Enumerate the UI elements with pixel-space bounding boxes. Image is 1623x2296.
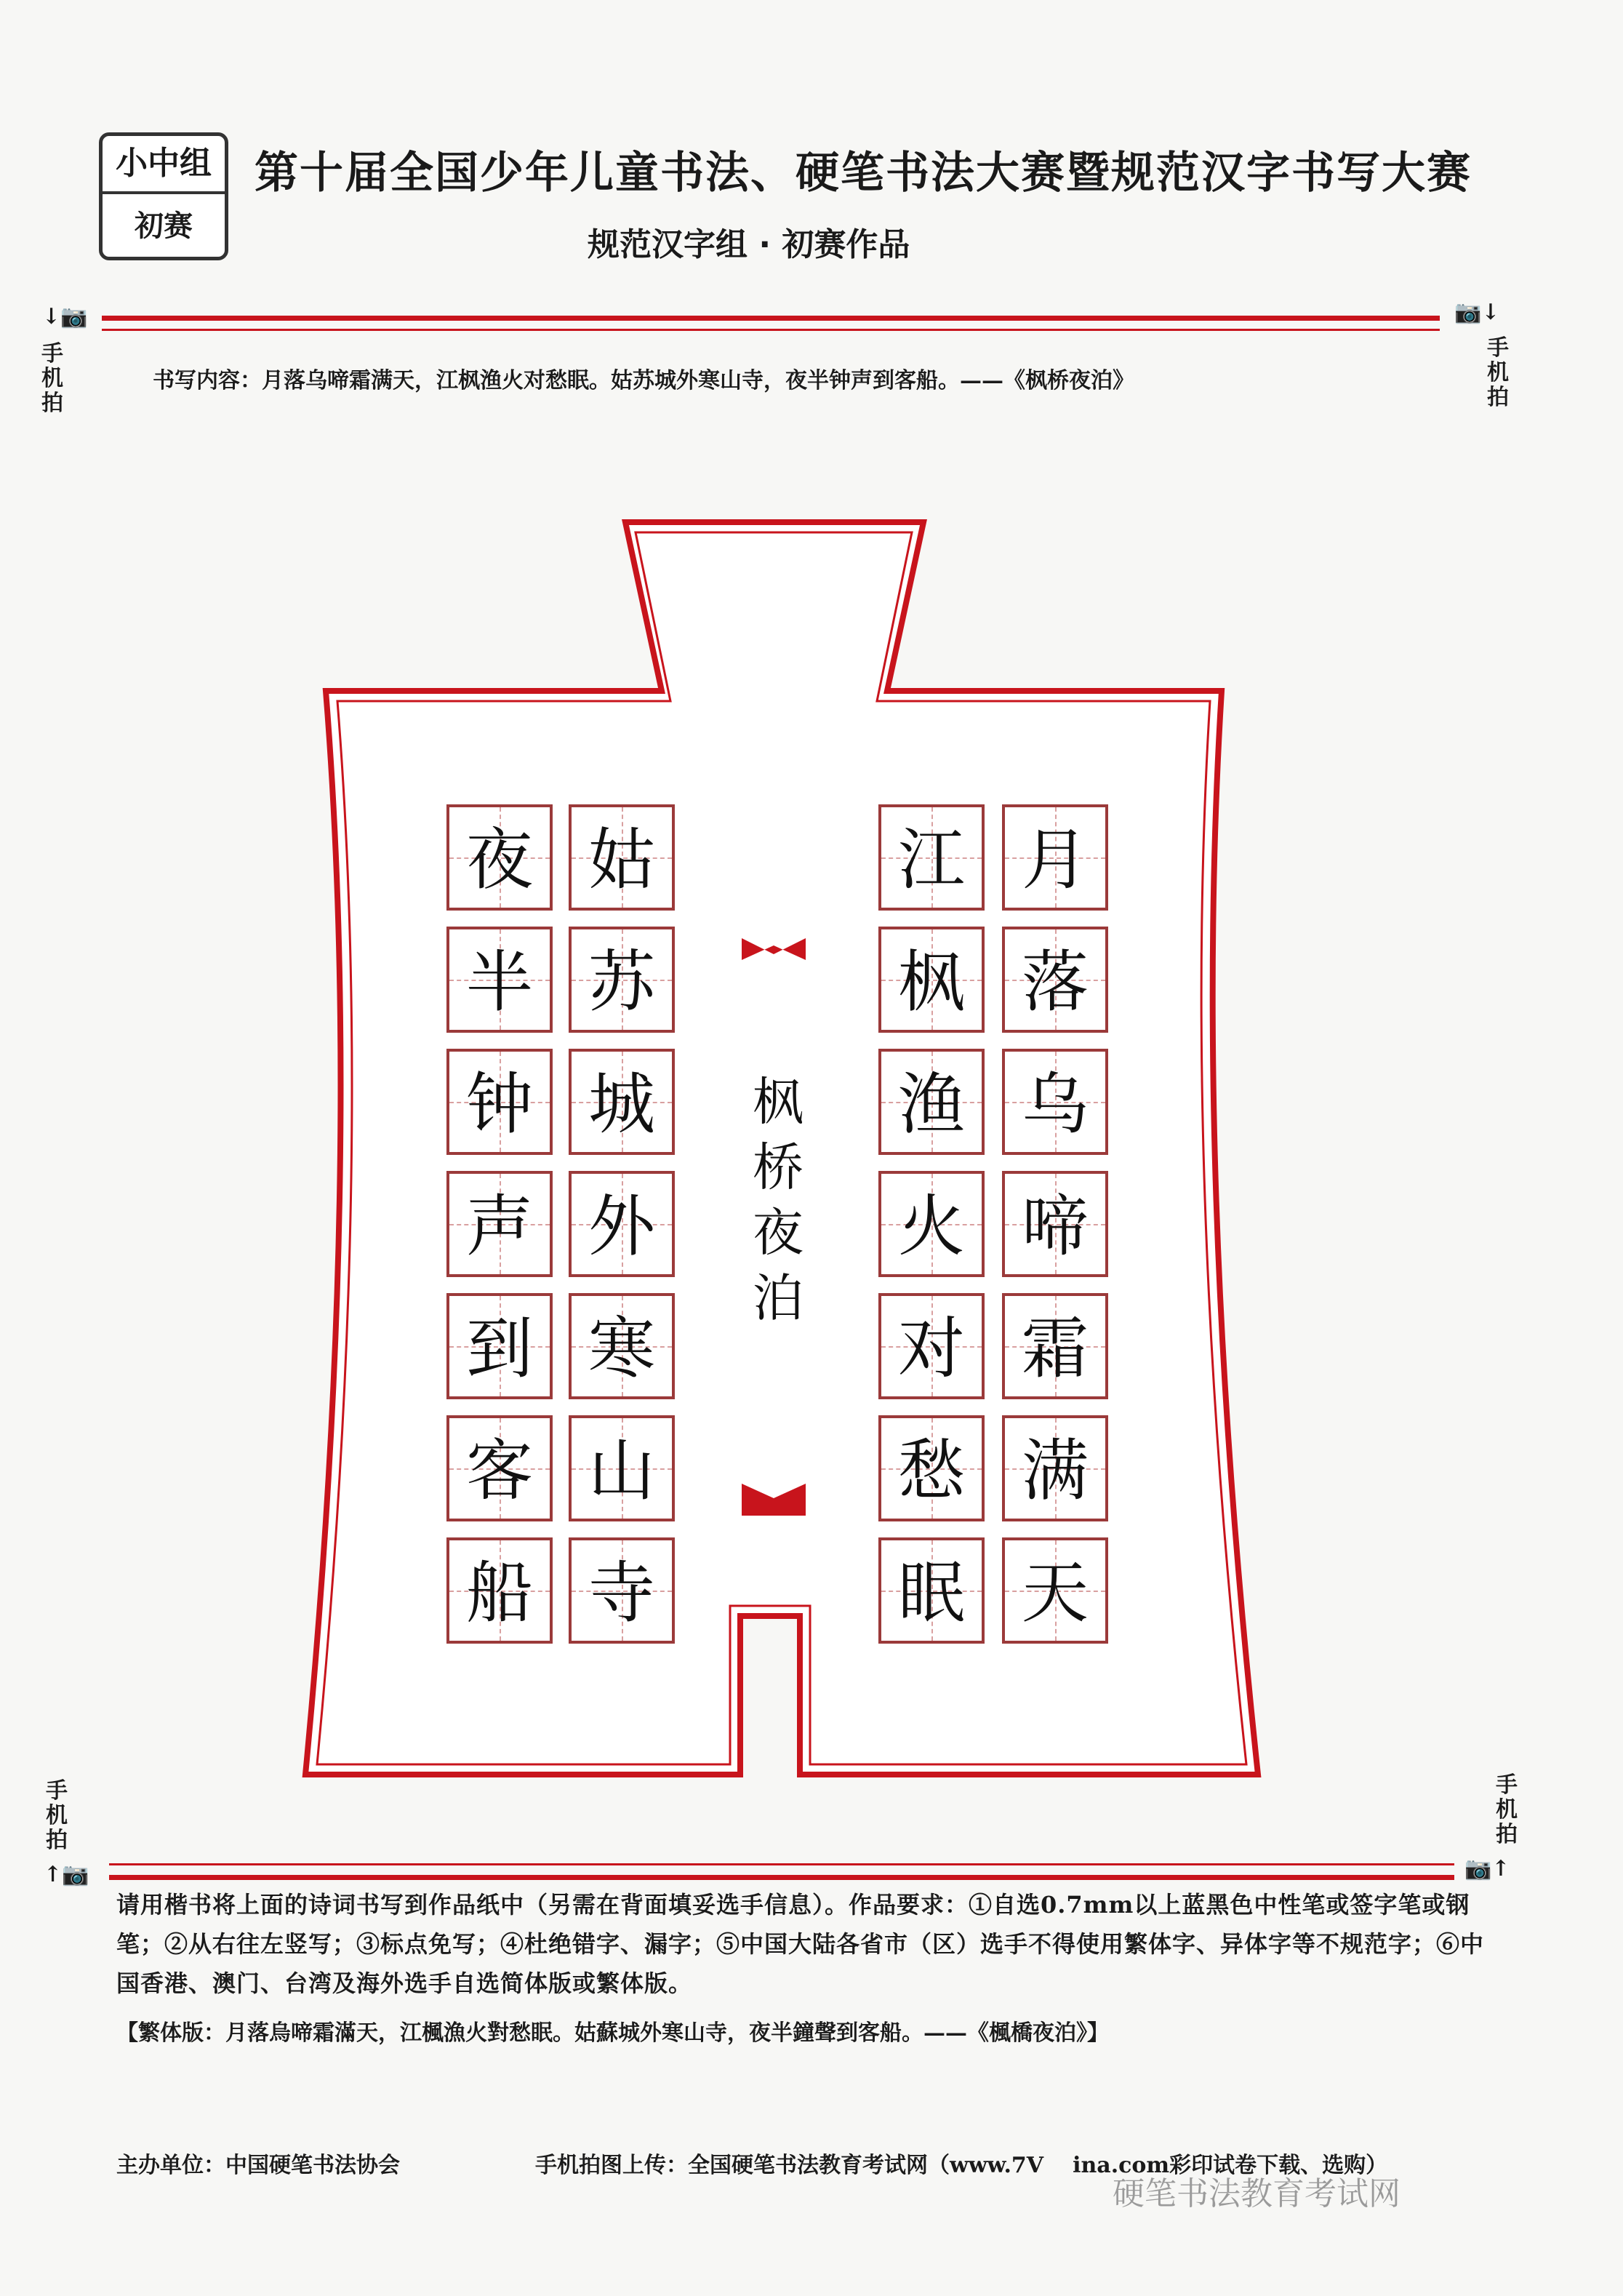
character: 声	[465, 1188, 533, 1265]
character-cell	[446, 804, 553, 911]
badge-stage-label: 初赛	[135, 209, 193, 243]
side-label-bottom-left: 手 机 拍	[46, 1778, 68, 1853]
character: 愁	[897, 1432, 965, 1510]
requirements-text: 请用楷书将上面的诗词书写到作品纸中（另需在背面填妥选手信息）。作品要求：①自选0.7mm以上蓝黑色中性笔或签字笔或钢笔；②从右往左竖写；③标点免写；④杜绝错字、漏字；⑤中国大陆各省市（区）选手不得使用繁体字、异体字等不规范字；⑥中国香港、澳门、台湾及海外选手自选简体版或繁体版。	[116, 1891, 1485, 1997]
character-cell	[569, 1293, 675, 1399]
camera-icon: 📷	[1464, 1856, 1492, 1881]
character-cell	[1002, 1537, 1108, 1644]
character-cell	[1002, 1415, 1108, 1521]
side-label-top-left: 手 机 拍	[41, 341, 63, 416]
upload-text-end: ina.com彩印试卷下载、选购）	[1073, 2153, 1388, 2178]
character-cell	[878, 804, 985, 911]
character-cell	[1002, 927, 1108, 1033]
character-cell	[446, 1293, 553, 1399]
character-cell	[878, 1049, 985, 1155]
camera-marker-bottom-left: ↑📷	[44, 1862, 89, 1887]
character: 半	[465, 943, 533, 1021]
badge-group-label: 小中组	[103, 136, 225, 194]
character-cell	[569, 1171, 675, 1277]
page-title: 第十届全国少年儿童书法、硬笔书法大赛暨规范汉字书写大赛	[255, 148, 1472, 199]
character: 眠	[897, 1554, 965, 1632]
character: 夜	[465, 821, 533, 899]
character: 月	[1021, 821, 1089, 899]
character: 天	[1021, 1554, 1089, 1632]
character-cell	[1002, 1049, 1108, 1155]
character: 姑	[588, 821, 655, 899]
character: 钟	[465, 1065, 533, 1143]
character-cell	[878, 1415, 985, 1521]
character-cell	[878, 1293, 985, 1399]
character: 苏	[588, 943, 655, 1021]
character-cell	[446, 1171, 553, 1277]
character: 寒	[588, 1310, 655, 1388]
character-cell	[1002, 1171, 1108, 1277]
character-cell	[878, 927, 985, 1033]
character: 船	[465, 1554, 533, 1632]
character: 外	[588, 1188, 655, 1265]
character-cell	[569, 1537, 675, 1644]
side-label-top-right: 手 机 拍	[1487, 335, 1509, 410]
character: 啼	[1021, 1188, 1089, 1265]
camera-marker-top-right: 📷↓	[1454, 300, 1500, 325]
character: 火	[897, 1188, 965, 1265]
watermark: 硬笔书法教育考试网	[1113, 2175, 1400, 2212]
character: 客	[465, 1432, 533, 1510]
upload-text-start: 手机拍图上传：全国硬笔书法教育考试网（www.7V	[535, 2153, 1044, 2178]
camera-icon: 📷	[1454, 300, 1482, 325]
character-cell	[446, 1049, 553, 1155]
character: 寺	[588, 1554, 655, 1632]
character: 到	[465, 1310, 533, 1388]
camera-icon: 📷	[60, 304, 88, 329]
character-cell	[569, 1415, 675, 1521]
character-cell	[569, 804, 675, 911]
character-cell	[1002, 1293, 1108, 1399]
writing-content-line: 书写内容：月落乌啼霜满天，江枫渔火对愁眠。姑苏城外寒山寺，夜半钟声到客船。——《枫桥夜泊》	[153, 368, 1134, 393]
camera-marker-bottom-right: 📷↑	[1464, 1856, 1510, 1881]
side-label-bottom-right: 手 机 拍	[1496, 1772, 1518, 1847]
character: 霜	[1021, 1310, 1089, 1388]
character: 渔	[897, 1065, 965, 1143]
character: 枫	[897, 943, 965, 1021]
bottom-red-rule	[109, 1875, 1454, 1880]
character-cell	[878, 1537, 985, 1644]
character-cell	[1002, 804, 1108, 911]
camera-marker-top-left: ↓📷	[42, 304, 88, 329]
character-cell	[446, 1537, 553, 1644]
organizer-text: 主办单位：中国硬笔书法协会	[116, 2153, 400, 2178]
character: 乌	[1021, 1065, 1089, 1143]
character-cell	[878, 1171, 985, 1277]
character-cell	[446, 927, 553, 1033]
character-cell	[569, 927, 675, 1033]
traditional-version-text: 【繁体版：月落烏啼霜滿天，江楓漁火對愁眠。姑蘇城外寒山寺，夜半鐘聲到客船。——《楓橋夜泊》】	[116, 2020, 1109, 2046]
character: 城	[588, 1065, 655, 1143]
character: 山	[588, 1432, 655, 1510]
page-subtitle: 规范汉字组 · 初赛作品	[588, 226, 910, 263]
character: 满	[1021, 1432, 1089, 1510]
character: 对	[897, 1310, 965, 1388]
bottom-thin-rule	[109, 1863, 1454, 1865]
character: 江	[897, 821, 965, 899]
camera-icon: 📷	[62, 1862, 89, 1887]
character-cell	[569, 1049, 675, 1155]
poem-title: 枫 桥 夜 泊	[753, 1072, 804, 1328]
character-cell	[446, 1415, 553, 1521]
character: 落	[1021, 943, 1089, 1021]
